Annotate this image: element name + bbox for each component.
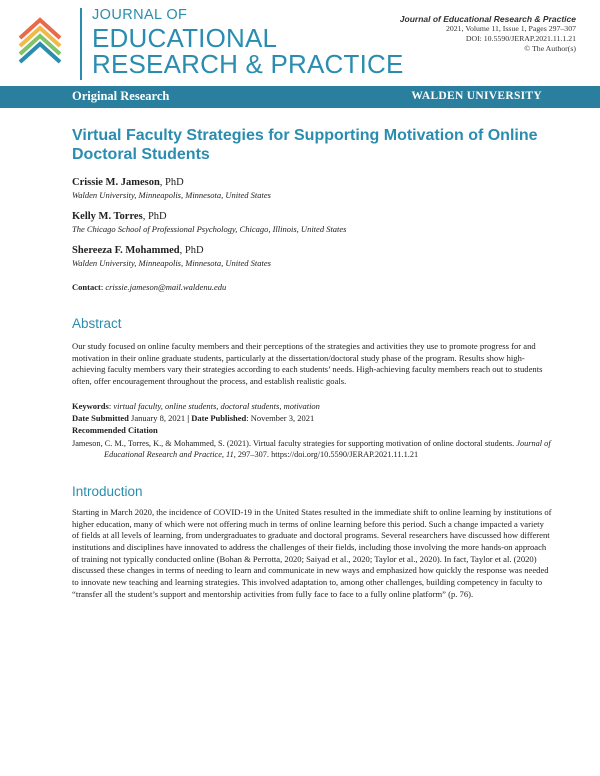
article-title: Virtual Faculty Strategies for Supporting Motivation of Online Doctoral Students	[72, 127, 538, 163]
published-label: Date Published	[191, 412, 247, 423]
citation-authors: Jameson, C. M., Torres, K., & Mohammed, S. (2021). Virtual faculty strategies for supporting motivation of online doctoral students.	[72, 438, 515, 448]
journal-name-line3: RESEARCH & PRACTICE	[92, 48, 404, 79]
abstract-heading: Abstract	[72, 316, 122, 331]
university-name: WALDEN UNIVERSITY	[411, 90, 542, 102]
author-name: Crissie M. Jameson	[72, 177, 160, 188]
journal-name-line2: EDUCATIONAL	[92, 22, 278, 53]
author-degree: , PhD	[179, 245, 204, 256]
citation-pages: 297–307.	[237, 449, 269, 459]
introduction-heading: Introduction	[72, 483, 143, 499]
author-block	[72, 210, 552, 236]
author-affiliation: The Chicago School of Professional Psychology, Chicago, Illinois, United States	[72, 224, 347, 234]
abstract-text: Our study focused on online faculty members and their perceptions of the strategies and activities they use to promote progress for and motivation in their online graduate students, particularly at the dissertation/doctoral study phase of the program. Results show high-achieving faculty members vary their strategies according to each students’ needs. High-achieving faculty members reach out to students often, offer encouragement throughout the process, and establish realistic goals.	[72, 341, 543, 387]
published-date: November 3, 2021	[250, 412, 315, 423]
citation-heading	[72, 424, 552, 436]
article-meta	[72, 400, 552, 436]
introduction-text: Starting in March 2020, the incidence of COVID-19 in the United States resulted in the immediate shift to online learning by institutions of higher education, many of which were not offering much in terms of online learning before this period. Such a change impacted a variety of fields at all levels of learning, from undergraduates to graduate and doctoral programs. Several researchers have discussed how different institutions and disciplines have innovated to address the challenges of their fields, including those involving the more hands-on approach of training not typically conducted online (Bohan & Perrotta, 2020; Saiyad et al., 2020; Taylor et al., 2020). In fact, Taylor et al. (2020) discussed these changes in terms of needing to learn and communicate in new ways and emphasized how quickly the response was needed to innovate new teaching and learning strategies. This involved adaptation to, among other challenges, building competency in faculty to “transfer all the student’s support and mentorship activities from fully face to face to a fully online platform” (p. 76).	[72, 506, 552, 599]
author-degree: , PhD	[159, 177, 184, 188]
date-separator: |	[187, 412, 190, 423]
contact-email[interactable]: crissie.jameson@mail.waldenu.edu	[105, 282, 227, 292]
author-block	[72, 244, 552, 270]
citation-journal: Journal of Educational Research and Practice, 11,	[104, 438, 551, 459]
pub-volume: 2021, Volume 11, Issue 1, Pages 297–307	[445, 24, 576, 33]
journal-name	[92, 8, 404, 77]
author-name: Shereeza F. Mohammed	[72, 245, 180, 256]
article-content	[72, 126, 552, 600]
journal-name-line1: JOURNAL OF	[92, 7, 188, 23]
contact-line: Contact: crissie.jameson@mail.waldenu.edu	[72, 282, 227, 292]
author-name: Kelly M. Torres	[72, 211, 143, 222]
author-affiliation: Walden University, Minneapolis, Minnesota, United States	[72, 258, 271, 268]
author-degree: , PhD	[142, 211, 167, 222]
pub-journal-title: Journal of Educational Research & Practice	[399, 14, 576, 24]
pub-copyright: © The Author(s)	[524, 44, 576, 53]
author-block	[72, 176, 552, 202]
contact-label: Contact	[72, 282, 101, 292]
recommended-citation	[72, 438, 552, 460]
journal-logo-icon	[14, 14, 66, 66]
section-banner	[0, 86, 600, 108]
submitted-label: Date Submitted	[72, 412, 129, 423]
logo-divider	[80, 8, 82, 80]
citation-doi-link[interactable]: https://doi.org/10.5590/JERAP.2021.11.1.21	[271, 449, 419, 459]
publication-info	[400, 14, 576, 54]
keywords: virtual faculty, online students, doctoral students, motivation	[113, 400, 320, 411]
submitted-date: January 8, 2021	[131, 412, 186, 423]
pub-doi: DOI: 10.5590/JERAP.2021.11.1.21	[465, 34, 576, 43]
article-type: Original Research	[72, 89, 170, 103]
keywords-label: Keywords	[72, 400, 109, 411]
author-affiliation: Walden University, Minneapolis, Minnesota, United States	[72, 190, 271, 200]
dates-line: Date Submitted January 8, 2021 | Date Published: November 3, 2021	[72, 412, 315, 423]
keywords-line: Keywords: virtual faculty, online students, doctoral students, motivation	[72, 400, 320, 411]
citation-label: Recommended Citation	[72, 424, 158, 435]
